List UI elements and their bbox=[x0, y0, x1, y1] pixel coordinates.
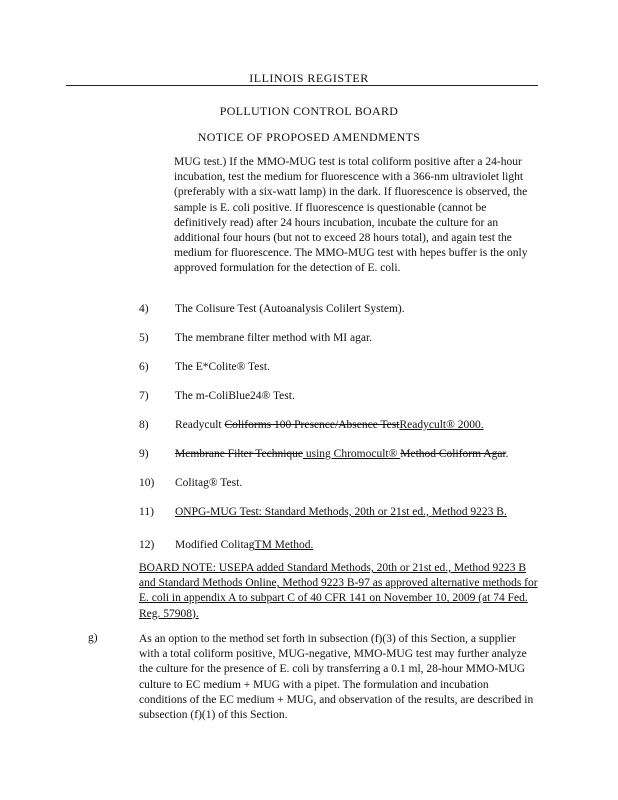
list-item bbox=[139, 505, 559, 520]
item-number: 9) bbox=[139, 448, 149, 460]
list-item bbox=[139, 389, 559, 404]
item-text: ONPG-MUG Test: Standard Methods, 20th or 21st ed., Method 9223 B. bbox=[175, 506, 507, 518]
item-number: 8) bbox=[139, 419, 149, 431]
added-text: Readycult® 2000. bbox=[399, 419, 484, 431]
board-note-label: BOARD NOTE: bbox=[139, 562, 216, 574]
notice-title: NOTICE OF PROPOSED AMENDMENTS bbox=[197, 130, 421, 144]
item-number: 5) bbox=[139, 332, 149, 344]
mug-test-paragraph: MUG test.) If the MMO-MUG test is total coliform positive after a 24-hour incubation, test the medium for fluorescence with a 366-nm ultraviolet light (preferably with a six-watt lamp) in the dark. If fluorescence is observed, the sample is E. coli positive. If fluorescence is questionable (cannot be definitively read) after 24 hours incubation, incubate the culture for an additional four hours (but not to exceed 28 hours total), and again test the medium for fluorescence. The MMO-MUG test with hepes buffer is the only approved formulation for the detection of E. coli. bbox=[174, 156, 528, 275]
item-number: 11) bbox=[139, 506, 154, 518]
list-item bbox=[139, 447, 559, 462]
section-g-text: As an option to the method set forth in subsection (f)(3) of this Section, a supplier with a total coliform positive, MUG-negative, MMO-MUG test may further analyze the culture for the presence of E. coli by transferring a 0.1 ml, 28-hour MMO-MUG culture to EC medium + MUG with a pipet. The formulation and incubation conditions of the EC medium + MUG, and observation of the results, are described in subsection (f)(1) of this Section. bbox=[139, 633, 534, 722]
register-header: ILLINOIS REGISTER bbox=[249, 71, 369, 85]
item-text: Modified Colitag bbox=[175, 538, 255, 551]
item-number: 6) bbox=[139, 361, 149, 373]
header-rule bbox=[66, 85, 538, 86]
section-g-label: g) bbox=[88, 632, 98, 644]
item-text: Readycult bbox=[175, 419, 225, 431]
added-text: using Chromocult® bbox=[303, 448, 401, 460]
item-text-end: TM Method. bbox=[254, 538, 314, 551]
deleted-text: Membrane Filter Technique bbox=[175, 448, 303, 460]
item-number: 12) bbox=[139, 538, 155, 551]
item-text: The membrane filter method with MI agar. bbox=[175, 332, 373, 344]
list-item bbox=[139, 534, 559, 553]
item-text: The E*Colite® Test. bbox=[175, 361, 270, 373]
item-number: 10) bbox=[139, 477, 155, 489]
list-item bbox=[139, 360, 559, 375]
board-note-text: USEPA added Standard Methods, 20th or 21st ed., Method 9223 B and Standard Methods Online, Method 9223 B-97 as approved alternative methods for E. coli in appendix A to subpart C of 40 CFR 141 on November 10, 2009 (at 74 Fed. Reg. 57908). bbox=[139, 562, 538, 620]
deleted-text: Method Coliform Agar bbox=[400, 448, 506, 460]
board-title: POLLUTION CONTROL BOARD bbox=[219, 104, 399, 118]
item-text: The m-ColiBlue24® Test. bbox=[175, 390, 295, 402]
list-item bbox=[139, 331, 559, 346]
item-text: The Colisure Test (Autoanalysis Colilert System). bbox=[175, 303, 405, 315]
item-number: 4) bbox=[139, 303, 149, 315]
list-item bbox=[139, 476, 559, 491]
list-item bbox=[139, 418, 559, 433]
list-item bbox=[139, 302, 559, 317]
item-text: . bbox=[505, 448, 509, 460]
item-text: Colitag® Test. bbox=[175, 477, 243, 489]
item-number: 7) bbox=[139, 390, 149, 402]
deleted-text: Coliforms 100 Presence/Absence Test bbox=[224, 419, 400, 431]
board-note bbox=[139, 561, 539, 622]
